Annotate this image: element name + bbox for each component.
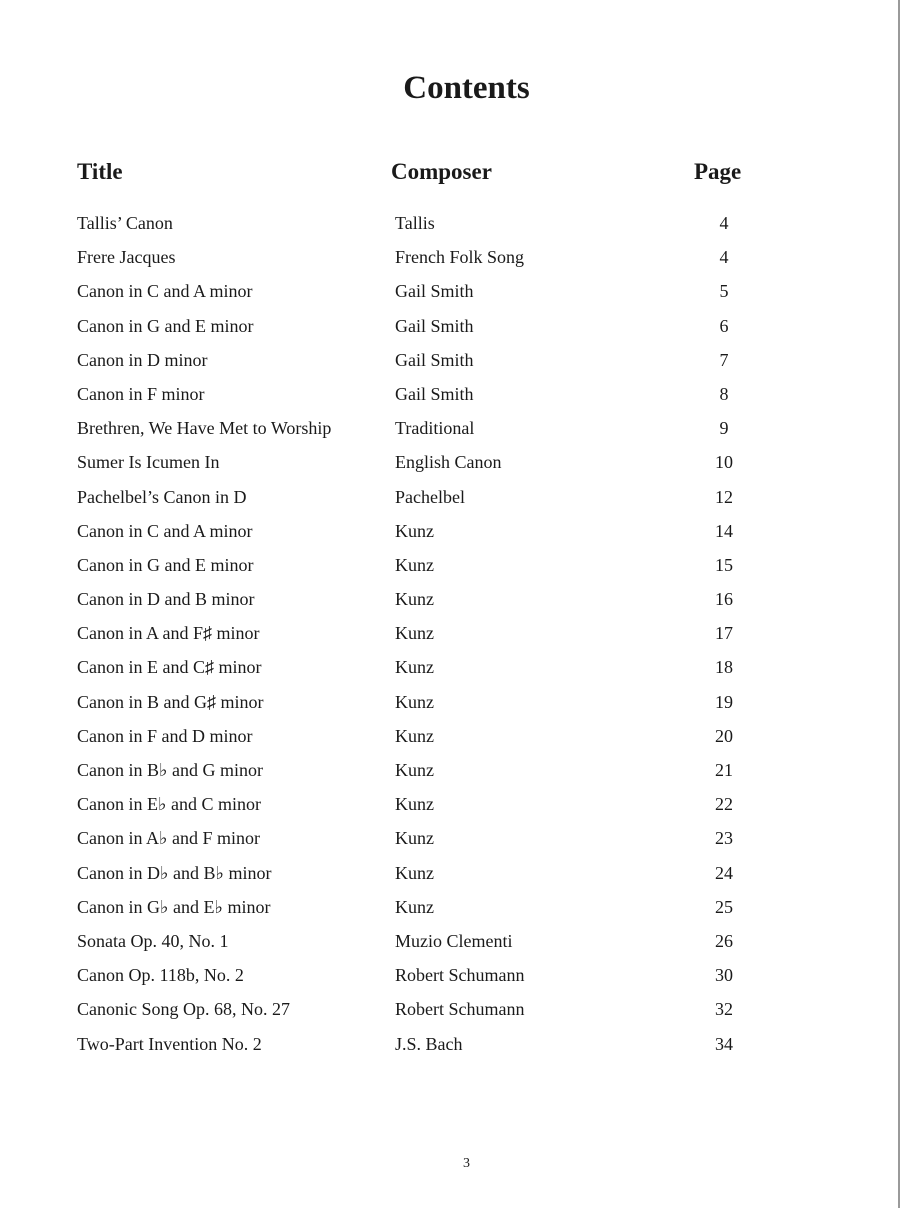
entry-title: Canon in A♭ and F minor xyxy=(77,828,260,849)
entry-composer: Kunz xyxy=(395,691,434,712)
column-header-composer: Composer xyxy=(391,159,492,184)
entry-composer: Pachelbel xyxy=(395,486,465,507)
entry-title: Canon in G and E minor xyxy=(77,315,254,336)
entry-composer: J.S. Bach xyxy=(395,1033,463,1054)
entry-composer: English Canon xyxy=(395,452,502,473)
contents-row xyxy=(0,377,900,411)
entry-composer: Kunz xyxy=(395,623,434,644)
entry-title: Tallis’ Canon xyxy=(77,213,173,233)
contents-row xyxy=(0,856,900,890)
contents-row xyxy=(0,719,900,753)
entry-title: Canon in D minor xyxy=(77,349,208,370)
entry-title: Two-Part Invention No. 2 xyxy=(77,1033,262,1054)
entry-title: Brethren, We Have Met to Worship xyxy=(77,418,332,439)
entry-page: 24 xyxy=(715,862,733,883)
entry-title: Canon in E and C♯ minor xyxy=(77,657,262,678)
entry-page: 21 xyxy=(715,760,733,780)
contents-row xyxy=(0,616,900,650)
entry-title: Canon in G♭ and E♭ minor xyxy=(77,896,271,917)
entry-title: Sumer Is Icumen In xyxy=(77,452,220,473)
entry-title: Canon in E♭ and C minor xyxy=(77,794,261,815)
entry-page: 8 xyxy=(719,383,729,404)
entry-composer: Kunz xyxy=(395,862,434,883)
entry-title: Pachelbel’s Canon in D xyxy=(77,486,247,507)
entry-page: 15 xyxy=(715,554,733,575)
contents-row xyxy=(0,514,900,548)
page-title: Contents xyxy=(403,70,530,106)
contents-row xyxy=(0,890,900,924)
entry-page: 23 xyxy=(715,828,733,849)
entry-page: 25 xyxy=(715,896,733,917)
column-header-page: Page xyxy=(694,159,742,184)
contents-row xyxy=(0,240,900,274)
entry-title: Canon Op. 118b, No. 2 xyxy=(77,965,244,986)
contents-row xyxy=(0,685,900,719)
entry-title: Canon in D♭ and B♭ minor xyxy=(77,862,272,883)
contents-row xyxy=(0,650,900,684)
entry-page: 18 xyxy=(715,657,733,678)
entry-page: 30 xyxy=(715,965,733,986)
contents-row xyxy=(0,548,900,582)
entry-page: 16 xyxy=(715,589,733,610)
entry-composer: Tallis xyxy=(395,213,435,233)
entry-title: Sonata Op. 40, No. 1 xyxy=(77,930,229,951)
entry-page: 5 xyxy=(719,281,729,302)
entry-title: Frere Jacques xyxy=(77,247,176,268)
entry-composer: Kunz xyxy=(395,896,434,917)
entry-title: Canon in C and A minor xyxy=(77,520,253,541)
contents-header-row xyxy=(0,154,900,190)
contents-row xyxy=(0,343,900,377)
entry-composer: Kunz xyxy=(395,760,434,780)
entry-title: Canonic Song Op. 68, No. 27 xyxy=(77,999,290,1020)
entry-page: 26 xyxy=(715,930,733,951)
entry-page: 17 xyxy=(715,623,733,644)
entry-title: Canon in B♭ and G minor xyxy=(77,760,263,780)
entry-composer: Gail Smith xyxy=(395,349,474,370)
entry-title: Canon in D and B minor xyxy=(77,589,255,610)
entry-title: Canon in C and A minor xyxy=(77,281,253,302)
entry-page: 20 xyxy=(715,725,733,746)
entry-composer: French Folk Song xyxy=(395,247,525,268)
entry-composer: Kunz xyxy=(395,725,434,746)
contents-row xyxy=(0,753,900,787)
entry-page: 4 xyxy=(719,247,729,268)
entry-composer: Kunz xyxy=(395,554,434,575)
entry-page: 9 xyxy=(719,418,729,439)
entry-title: Canon in G and E minor xyxy=(77,554,254,575)
entry-composer: Traditional xyxy=(395,418,475,439)
entry-page: 7 xyxy=(719,349,729,370)
entry-page: 14 xyxy=(715,520,733,541)
entry-title: Canon in F and D minor xyxy=(77,725,253,746)
contents-list xyxy=(0,206,900,1061)
contents-row xyxy=(0,309,900,343)
entry-title: Canon in A and F♯ minor xyxy=(77,623,260,644)
entry-title: Canon in F minor xyxy=(77,383,205,404)
contents-row xyxy=(0,787,900,821)
entry-composer: Gail Smith xyxy=(395,383,474,404)
entry-page: 34 xyxy=(715,1033,733,1054)
contents-row xyxy=(0,582,900,616)
entry-title: Canon in B and G♯ minor xyxy=(77,691,264,712)
entry-page: 32 xyxy=(715,999,733,1020)
contents-row xyxy=(0,411,900,445)
contents-row xyxy=(0,958,900,992)
column-header-title: Title xyxy=(77,159,123,184)
entry-composer: Muzio Clementi xyxy=(395,930,513,951)
entry-composer: Kunz xyxy=(395,520,434,541)
contents-row xyxy=(0,1027,900,1061)
contents-row xyxy=(0,992,900,1026)
contents-row xyxy=(0,924,900,958)
contents-row xyxy=(0,821,900,855)
contents-row xyxy=(0,480,900,514)
entry-page: 6 xyxy=(719,315,729,336)
page-number: 3 xyxy=(463,1156,470,1171)
contents-row xyxy=(0,206,900,240)
entry-composer: Kunz xyxy=(395,589,434,610)
entry-composer: Robert Schumann xyxy=(395,965,525,986)
entry-composer: Gail Smith xyxy=(395,315,474,336)
entry-composer: Gail Smith xyxy=(395,281,474,302)
entry-composer: Robert Schumann xyxy=(395,999,525,1020)
entry-composer: Kunz xyxy=(395,794,434,815)
entry-composer: Kunz xyxy=(395,657,434,678)
entry-page: 12 xyxy=(715,486,733,507)
contents-row xyxy=(0,445,900,479)
entry-page: 19 xyxy=(715,691,733,712)
entry-composer: Kunz xyxy=(395,828,434,849)
entry-page: 22 xyxy=(715,794,733,815)
entry-page: 4 xyxy=(719,213,729,233)
contents-row xyxy=(0,274,900,308)
entry-page: 10 xyxy=(715,452,733,473)
